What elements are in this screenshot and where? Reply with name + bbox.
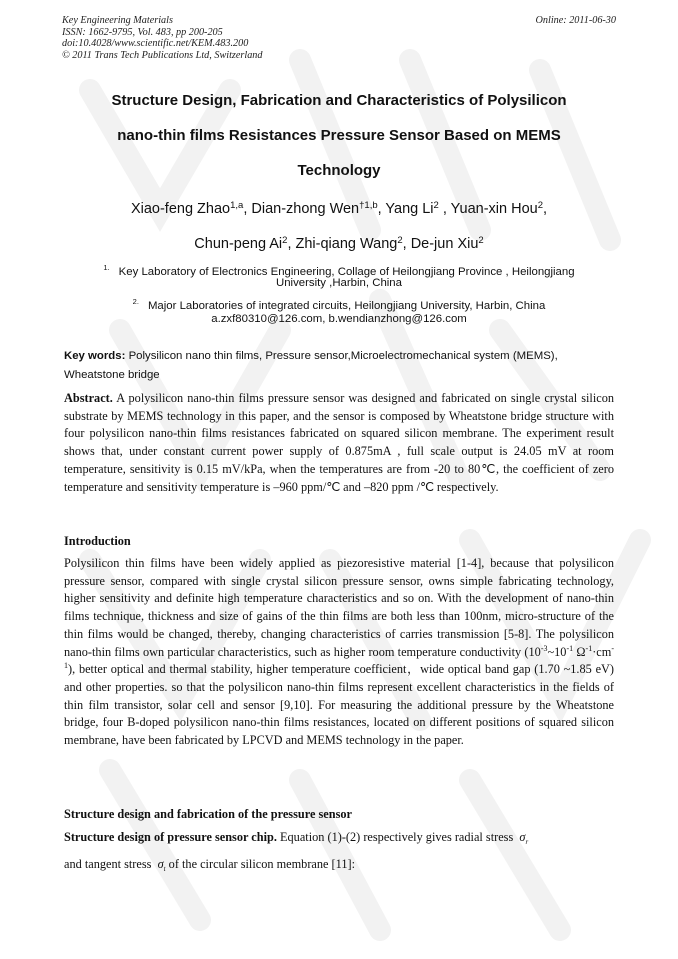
author-sup: 2 <box>433 200 439 211</box>
sigma-t-symbol <box>158 857 166 871</box>
author-name: , Yuan-xin Hou <box>438 201 538 217</box>
intro-text: Polysilicon thin films have been widely applied as piezoresistive material [1-4], because that polysilicon pressure sensor, compared with single crystal silicon pressure sensor, owns simple fabricating technology, higher sensitivity and definite high temperature characteristics and so on. With the development of nano-thin films technique, thickness and size of gains of the thin films are both less than 100nm, micro-structure of the thin films would be changed, thereby, changing characteristics of carries transmission [5-8]. The polysilicon nano-thin films own particular characteristics, such as higher room temperature conductivity (10 <box>64 556 614 659</box>
online-date: Online: 2011-06-30 <box>535 15 616 26</box>
sigma: σ <box>157 857 164 871</box>
author-sup: 1,a <box>230 200 244 211</box>
author-sup: 2 <box>537 200 544 211</box>
intro-sup: -1 <box>566 643 574 653</box>
author-name: , Dian-zhong Wen <box>243 201 360 217</box>
structure-text: of the circular silicon membrane [11]: <box>165 857 355 871</box>
intro-sup: -1 <box>64 643 614 671</box>
structure-heading: Structure design and fabrication of the pressure sensor <box>64 807 352 821</box>
author-name: Chun-peng Ai <box>194 236 283 252</box>
subscript-t: t <box>163 865 166 873</box>
keywords <box>64 347 616 385</box>
structure-text: Equation (1)-(2) respectively gives radial stress <box>276 830 517 844</box>
authors-line-1 <box>62 197 616 218</box>
author-name: , Yang Li <box>377 201 434 217</box>
paper-title-line-2: nano-thin films Resistances Pressure Sensor Based on MEMS <box>117 127 561 144</box>
author-sup: 2 <box>282 235 288 246</box>
structure-body-2 <box>64 856 614 879</box>
affiliation-text: Key Laboratory of Electronics Engineering, Collage of Heilongjiang Province , Heilongjiang <box>118 266 575 278</box>
author-emails: a.zxf80310@126.com, b.wendianzhong@126.com <box>211 313 467 325</box>
affiliation-number: 2. <box>132 297 139 306</box>
keywords-label: Key words: <box>64 350 126 362</box>
structure-text: and tangent stress <box>64 857 155 871</box>
abstract <box>64 390 614 496</box>
introduction-heading: Introduction <box>64 534 131 548</box>
keywords-text: Polysilicon nano thin films, Pressure sensor,Microelectromechanical system (MEMS), Wheatstone bridge <box>64 350 558 381</box>
paper-title-line-1: Structure Design, Fabrication and Characteristics of Polysilicon <box>111 92 567 109</box>
intro-text: ), better optical and thermal stability, higher temperature coefficient，wide optical band gap (1.70 ~1.85 eV) and other properties. so that the polysilicon nano-thin films represent excellent characteristics in the fields of thin film transistor, solar cell and sensor [9,10]. For measuring the additional pressure by the Wheatstone bridge, four B-doped polysilicon nano-thin films resistances, located on different positions of squared silicon membrane, have been fabricated by LPCVD and MEMS technology in the paper. <box>64 662 614 748</box>
author-sup: 2 <box>478 235 484 246</box>
intro-text: Ω <box>573 644 586 659</box>
paper-title-line-3: Technology <box>297 162 381 179</box>
affiliation-number: 1. <box>103 263 110 272</box>
author-sup: 2 <box>397 235 403 246</box>
author-name: , De-jun Xiu <box>402 236 479 252</box>
abstract-text: A polysilicon nano-thin films pressure sensor was designed and fabricated on single crystal silicon substrate by MEMS technology in this paper, and the sensor is composed by Wheatstone bridge structure with four polysilicon nano-thin films resistances fabricated on squared silicon membrane. The experiment result shows that, under constant current power supply of 0.875mA , full scale output is 24.05 mV at room temperature, sensitivity is 0.15 mV/kPa, when the temperatures are from -20 to 80℃, the coefficient of zero temperature and sensitivity temperature is –960 ppm/℃ and –820 ppm /℃ respectively. <box>64 391 614 494</box>
author-sup: †1,b <box>359 200 378 211</box>
abstract-label: Abstract. <box>64 391 113 405</box>
affiliation-1-cont: University ,Harbin, China <box>276 277 402 289</box>
authors-line-2 <box>62 232 616 253</box>
author-name: Xiao-feng Zhao <box>130 201 231 217</box>
structure-subheading: Structure design of pressure sensor chip. <box>64 830 277 844</box>
introduction-body <box>64 555 614 750</box>
journal-name: Key Engineering Materials <box>62 15 173 26</box>
sigma: σ <box>519 830 526 844</box>
copyright: © 2011 Trans Tech Publications Ltd, Switzerland <box>62 49 263 61</box>
journal-header <box>62 15 616 61</box>
sigma-r-symbol <box>519 830 528 844</box>
author-sep: , <box>543 201 548 217</box>
intro-text: ·cm <box>592 644 612 659</box>
affiliation-text: Major Laboratories of integrated circuits, Heilongjiang University, Harbin, China <box>147 300 546 312</box>
intro-text: ~10 <box>547 644 567 659</box>
author-name: , Zhi-qiang Wang <box>287 236 398 252</box>
issn: ISSN: 1662-9795, Vol. 483, pp 200-205 <box>62 26 223 38</box>
subscript-r: r <box>525 838 529 846</box>
intro-sup: -3 <box>540 643 548 653</box>
doi: doi:10.4028/www.scientific.net/KEM.483.200 <box>62 38 249 49</box>
intro-sup: -1 <box>585 643 593 653</box>
